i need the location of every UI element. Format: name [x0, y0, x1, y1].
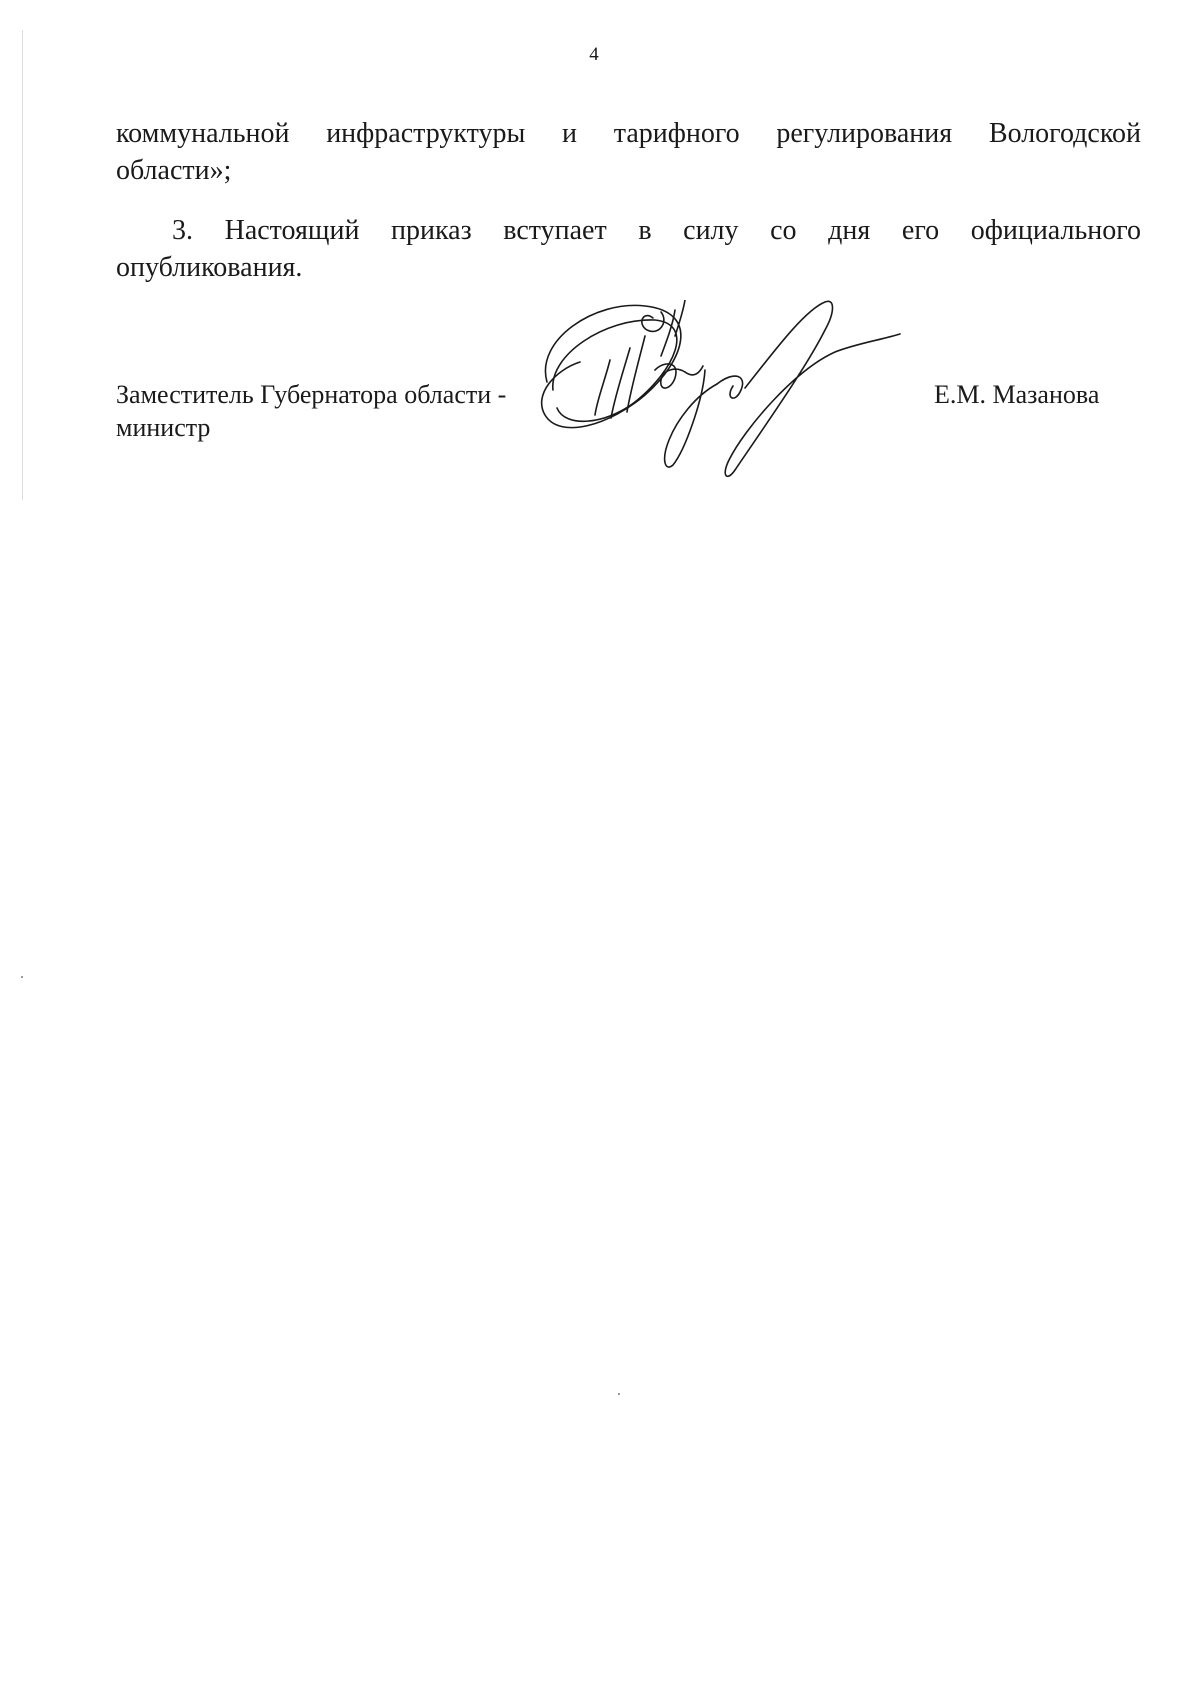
signer-position-line: Заместитель Губернатора области -: [116, 380, 507, 409]
signer-position-line: министр: [116, 413, 211, 442]
signer-name: Е.М. Мазанова: [934, 380, 1100, 409]
paragraph-continuation: [116, 115, 1141, 189]
page-number: 4: [589, 44, 599, 65]
paragraph-line: 3. Настоящий приказ вступает в силу со дня его официального: [172, 215, 1141, 246]
paragraph-line: области»;: [116, 155, 232, 186]
paragraph-item-3: [116, 212, 1141, 286]
paragraph-line: коммунальной инфраструктуры и тарифного регулирования Вологодской: [116, 118, 1141, 149]
paragraph-line: опубликования.: [116, 252, 303, 283]
signer-position: [116, 378, 506, 444]
scan-artifact-dot: [21, 976, 23, 978]
handwritten-signature: [535, 300, 915, 500]
scan-artifact-left-edge: [22, 30, 23, 500]
scan-artifact-dot: [618, 1393, 620, 1395]
